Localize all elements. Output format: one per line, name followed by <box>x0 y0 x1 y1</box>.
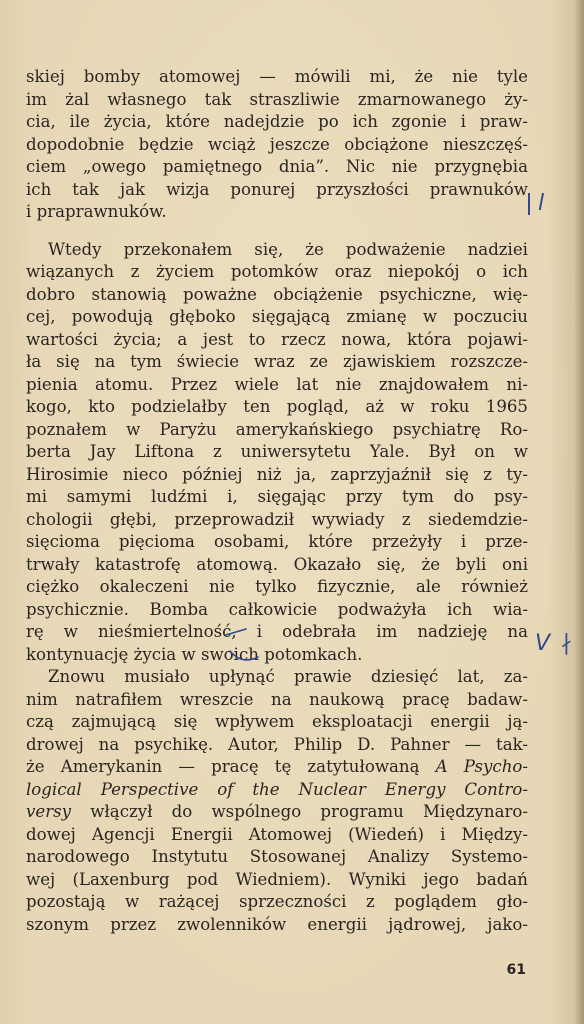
paragraph-2 <box>26 239 528 667</box>
text-line: pozostają w rażącej sprzeczności z poglądem gło- <box>26 892 528 911</box>
page-spine-shadow <box>574 0 584 1024</box>
text-line: Hirosimie nieco później niż ja, zaprzyjaźnił się z ty- <box>26 464 528 484</box>
text-line: ła się na tym świecie wraz ze zjawiskiem rozszcze- <box>26 352 528 371</box>
handwritten-margin-note <box>538 191 544 216</box>
text-line: szonym przez zwolenników energii jądrowej, jako- <box>26 914 528 934</box>
text-line: sięcioma pięcioma osobami, które przeżyły i prze- <box>26 532 528 551</box>
text-line: nim natrafiłem wreszcie na naukową pracę badaw- <box>26 689 528 709</box>
text-line: skiej bomby atomowej — mówili mi, że nie tyle <box>26 67 528 86</box>
margin-note-text: V ∤ <box>535 631 575 656</box>
text-line: berta Jay Liftona z uniwersytetu Yale. Był on w <box>26 442 528 461</box>
text-line: Znowu musiało upłynąć prawie dziesięć lat, za- <box>48 667 528 686</box>
text-line: ich tak jak wizja ponurej przyszłości prawnuków <box>26 179 528 199</box>
text-line: wiązanych z życiem potomków oraz niepokój o ich <box>26 262 528 281</box>
text-line: drowej na psychikę. Autor, Philip D. Pahner — tak- <box>26 734 528 754</box>
text-line: trwały katastrofę atomową. Okazało się, że byli oni <box>26 554 528 574</box>
text-line: versy włączył do wspólnego programu Międzynaro- <box>26 802 528 821</box>
handwritten-margin-note <box>535 631 574 656</box>
margin-note-text: l <box>538 191 545 216</box>
margin-bar-mark <box>528 193 530 215</box>
text-line <box>26 779 528 802</box>
text-line: mi samymi ludźmi i, sięgając przy tym do psy- <box>26 487 528 506</box>
text-line: im żal własnego tak straszliwie zmarnowanego ży- <box>26 89 528 109</box>
book-title-italic: versy <box>26 802 72 821</box>
text-line: i praprawnuków. <box>26 202 167 221</box>
text-line: Wtedy przekonałem się, że podważenie nadziei <box>48 239 528 259</box>
book-title-italic: logical Perspective of the Nuclear Energy Contro- <box>26 779 528 799</box>
text-line: cia, ile życia, które nadejdzie po ich zgonie i praw- <box>26 112 528 131</box>
text-line: dowej Agencji Energii Atomowej (Wiedeń) i Między- <box>26 824 528 844</box>
text-line: ciężko okaleczeni nie tylko fizycznie, ale również <box>26 577 528 596</box>
text-line: wej (Laxenburg pod Wiedniem). Wyniki jego badań <box>26 869 528 889</box>
book-title-italic: A Psycho- <box>435 757 528 776</box>
text-line: pienia atomu. Przez wiele lat nie znajdowałem ni- <box>26 374 528 394</box>
handwritten-correction-mark <box>224 625 284 665</box>
text-line: dobro stanowią poważne obciążenie psychiczne, wię- <box>26 284 528 304</box>
text-line: narodowego Instytutu Stosowanej Analizy Systemo- <box>26 847 528 866</box>
text-line: poznałem w Paryżu amerykańskiego psychiatrę Ro- <box>26 419 528 439</box>
text-line: kogo, kto podzielałby ten pogląd, aż w roku 1965 <box>26 397 528 416</box>
text-line: chologii głębi, przeprowadził wywiady z siedemdzie- <box>26 509 528 529</box>
text-line: psychicznie. Bomba całkowicie podważyła ich wia- <box>26 599 528 619</box>
text-line: ciem „owego pamiętnego dnia”. Nic nie przygnębia <box>26 157 528 176</box>
text-line: czą zajmującą się wpływem eksploatacji energii ją- <box>26 712 528 731</box>
text-line: dopodobnie będzie wciąż jeszcze obciążone nieszczęś- <box>26 134 528 154</box>
body-text <box>26 66 528 936</box>
paragraph-gap <box>26 224 528 239</box>
text-line: cej, powodują głęboko sięgającą zmianę w poczuciu <box>26 307 528 326</box>
text-line: rę w nieśmiertelność, i odebrała im nadzieję na <box>26 622 528 641</box>
page-number: 61 <box>506 962 526 978</box>
text-line: wartości życia; a jest to rzecz nowa, która pojawi- <box>26 329 528 349</box>
text-line: kontynuację życia w swoich potomkach. <box>26 644 363 664</box>
text-line: że Amerykanin — pracę tę zatytułowaną A Psycho- <box>26 757 528 776</box>
paragraph-1 <box>26 66 528 224</box>
paragraph-3 <box>26 666 528 936</box>
